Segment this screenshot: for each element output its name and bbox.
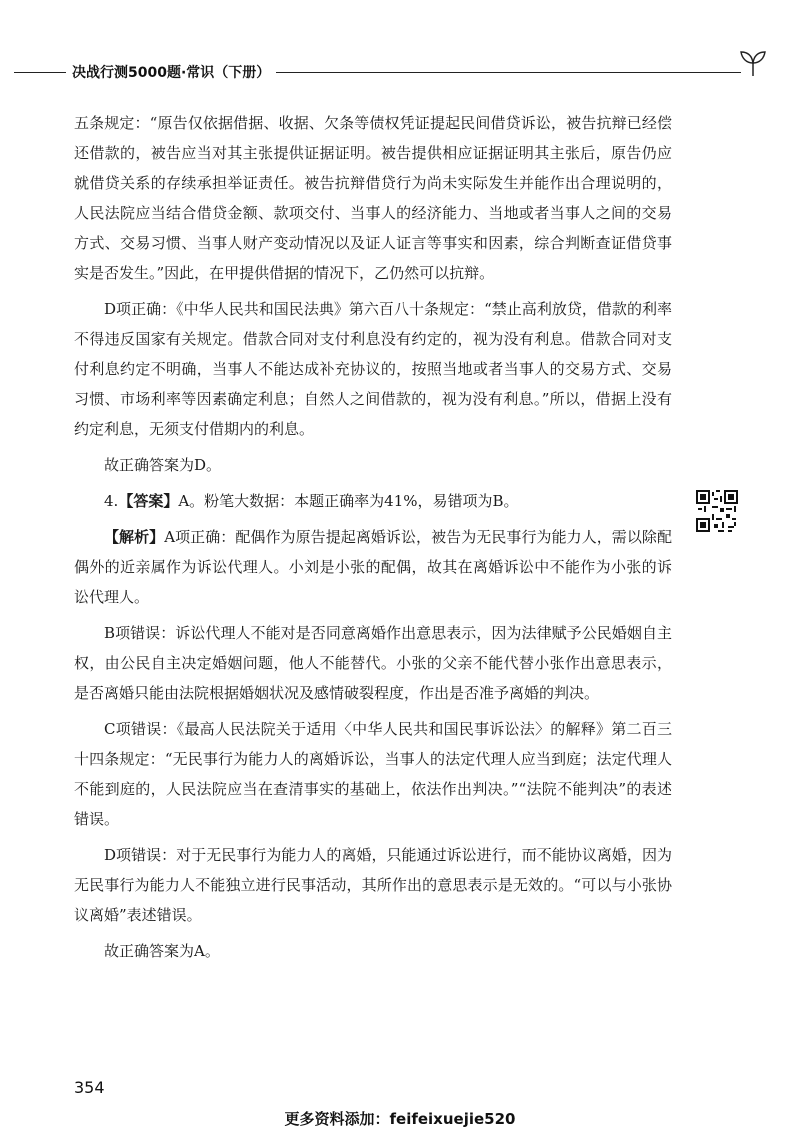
paragraph-text: B项错误：诉讼代理人不能对是否同意离婚作出意思表示，因为法律赋予公民婚姻自主权，由公民自主决定婚姻问题，他人不能替代。小张的父亲不能代替小张作出意思表示，是否离婚只能由法院根据婚姻状况及感情破裂程度，作出是否准予离婚的判决。 <box>74 624 672 702</box>
answer-explanation-body <box>74 108 672 966</box>
running-header <box>14 60 774 84</box>
question-number: 4. <box>104 492 119 510</box>
analysis-label: 【解析】 <box>104 528 165 546</box>
paragraph-text: 故正确答案为A。 <box>104 942 220 960</box>
paragraph-text: A。粉笔大数据：本题正确率为41%，易错项为B。 <box>178 492 519 510</box>
paragraph-option-b <box>74 618 672 708</box>
paragraph-option-d-q3 <box>74 294 672 444</box>
page-number: 354 <box>74 1078 105 1097</box>
header-rule-right <box>276 72 741 73</box>
footer-contact-note: 更多资料添加：feifeixuejie520 <box>284 1110 516 1128</box>
paragraph-text: 五条规定：“原告仅依据借据、收据、欠条等债权凭证提起民间借贷诉讼，被告抗辩已经偿还借款的，被告应当对其主张提供证据证明。被告提供相应证据证明其主张后，原告仍应就借贷关系的存续承担举证责任。被告抗辩借贷行为尚未实际发生并能作出合理说明的，人民法院应当结合借贷金额、款项交付、当事人的经济能力、当地或者当事人之间的交易方式、交易习惯、当事人财产变动情况以及证人证言等事实和因素，综合判断查证借贷事实是否发生。”因此，在甲提供借据的情况下，乙仍然可以抗辩。 <box>74 114 672 282</box>
paragraph-analysis-a <box>74 522 672 612</box>
sprout-icon <box>736 46 770 80</box>
paragraph-text: C项错误：《最高人民法院关于适用〈中华人民共和国民事诉讼法〉的解释》第二百三十四条规定：“无民事行为能力人的离婚诉讼，当事人的法定代理人应当到庭；法定代理人不能到庭的，人民法院应当在查清事实的基础上，依法作出判决。”“法院不能判决”的表述错误。 <box>74 720 672 828</box>
paragraph-answer-q4 <box>74 486 672 516</box>
book-title: 决战行测5000题·常识（下册） <box>72 65 271 81</box>
qr-code-icon <box>696 490 738 532</box>
paragraph-option-c <box>74 714 672 834</box>
header-rule-left <box>14 72 66 73</box>
paragraph-option-d <box>74 840 672 930</box>
paragraph-conclusion-q4 <box>74 936 672 966</box>
paragraph-text: D项错误：对于无民事行为能力人的离婚，只能通过诉讼进行，而不能协议离婚，因为无民事行为能力人不能独立进行民事活动，其所作出的意思表示是无效的。“可以与小张协议离婚”表述错误。 <box>74 846 672 924</box>
answer-label: 【答案】 <box>118 492 179 510</box>
paragraph-article-continuation <box>74 108 672 288</box>
paragraph-conclusion-q3 <box>74 450 672 480</box>
paragraph-text: A项正确：配偶作为原告提起离婚诉讼，被告为无民事行为能力人，需以除配偶外的近亲属作为诉讼代理人。小刘是小张的配偶，故其在离婚诉讼中不能作为小张的诉讼代理人。 <box>74 528 672 606</box>
paragraph-text: 故正确答案为D。 <box>104 456 222 474</box>
paragraph-text: D项正确：《中华人民共和国民法典》第六百八十条规定：“禁止高利放贷，借款的利率不得违反国家有关规定。借款合同对支付利息没有约定的，视为没有利息。借款合同对支付利息约定不明确，当事人不能达成补充协议的，按照当地或者当事人的交易方式、交易习惯、市场利率等因素确定利息；自然人之间借款的，视为没有利息。”所以，借据上没有约定利息，无须支付借期内的利息。 <box>74 300 672 438</box>
